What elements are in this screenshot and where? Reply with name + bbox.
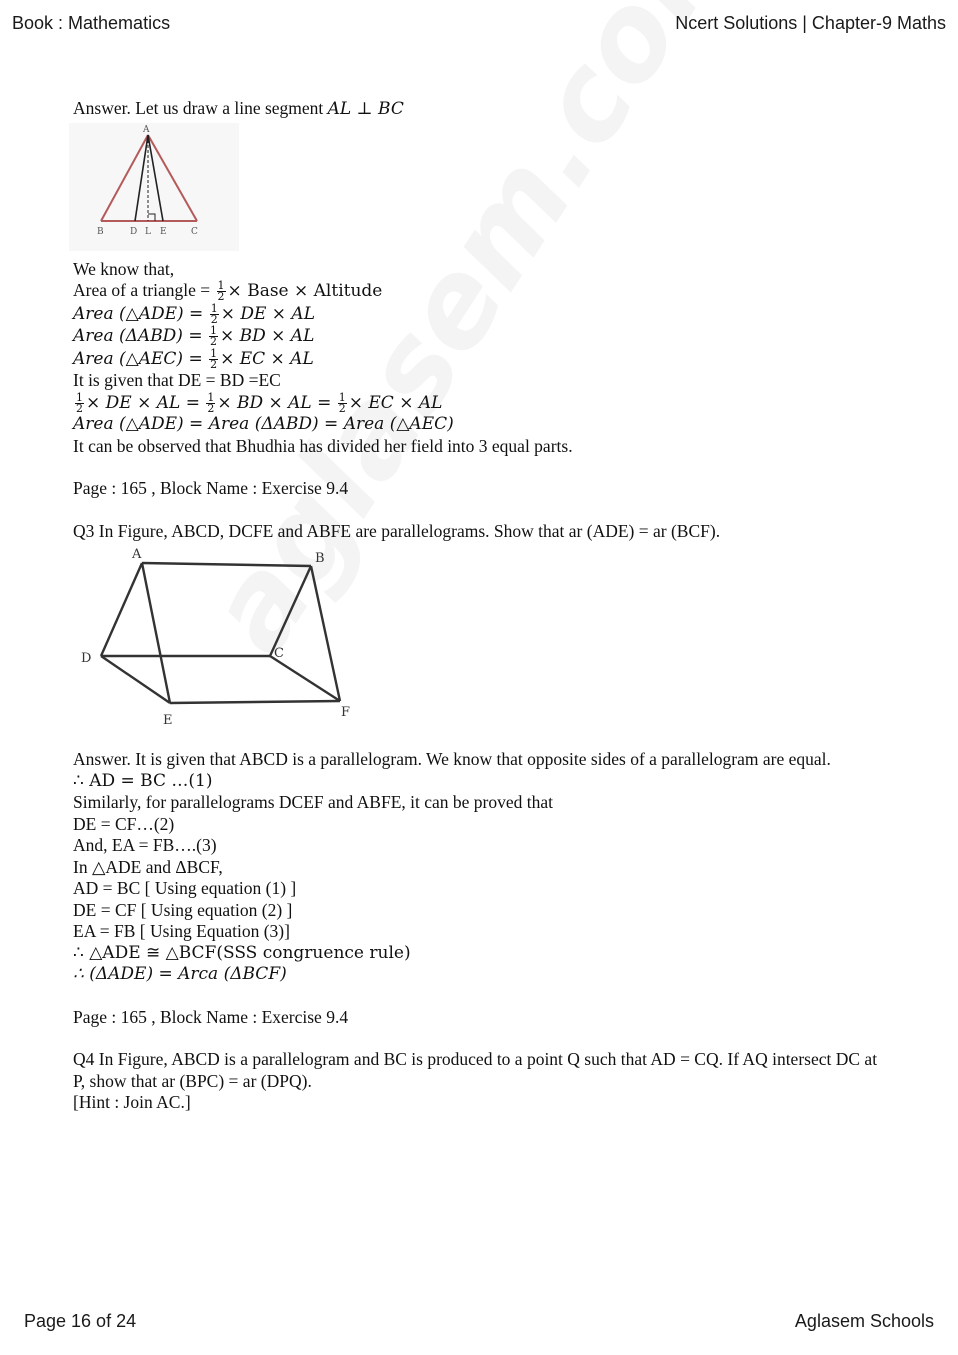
we-know: We know that, [73, 258, 175, 279]
label-d: D [130, 226, 138, 237]
footer-brand: Aglasem Schools [794, 1311, 934, 1331]
equal-products: $\frac{1}{2}$ × DE × AL = $\frac{1}{2}$ × BD × AL = $\frac{1}{2}$ × EC × AL [76, 390, 443, 415]
label-b: B [97, 226, 104, 237]
answer-3: Answer. It is given that ABCD is a parallelogram. We know that opposite sides of a parallelogram are equal. [73, 749, 831, 769]
label-e: E [160, 226, 167, 237]
label-e: E [163, 713, 173, 728]
area-aec: Area (△AEC) = $\frac{1}{2}$ × EC × AL [73, 346, 314, 371]
label-a: A [132, 547, 142, 562]
fraction-half: $\frac{1}{2}$ [210, 301, 218, 326]
side-ad [101, 563, 142, 656]
header-book-title: Book : Mathematics [12, 13, 171, 33]
side-de [101, 656, 170, 703]
side-ae [142, 563, 170, 703]
label-f: F [341, 705, 351, 720]
given-statement: It is given that DE = BD =EC [73, 370, 281, 390]
reason-2: DE = CF [ Using equation (2) ] [73, 899, 293, 920]
question-3: Q3 In Figure, ABCD, DCFE and ABFE are parallelograms. Show that ar (ADE) = ar (BCF). [73, 520, 721, 541]
fraction-half: $\frac{1}{2}$ [207, 390, 215, 415]
step-ad-bc: ∴ AD = BC …(1) [73, 770, 213, 791]
side-ab [142, 563, 311, 566]
header-chapter-title: Ncert Solutions | Chapter-9 Maths [675, 13, 946, 33]
area-ade: Area (△ADE) = $\frac{1}{2}$ × DE × AL [73, 301, 315, 326]
label-a: A [143, 124, 150, 135]
step-in-triangles: In △ADE and ΔBCF, [73, 856, 223, 877]
label-b: B [315, 551, 325, 566]
area-equality: ∴ (ΔADE) = Arca (ΔBCF) [73, 964, 287, 984]
congruence-step: ∴ △ADE ≅ △BCF(SSS congruence rule) [73, 942, 411, 963]
step-ea-fb: And, EA = FB….(3) [73, 835, 217, 855]
side-bf [311, 566, 340, 701]
page-number: Page 16 of 24 [24, 1311, 137, 1331]
area-triangle-formula: Area of a triangle = $\frac{1}{2}$ × Base × Altitude [73, 279, 383, 304]
label-c: C [191, 226, 198, 237]
conclusion: It can be observed that Bhudhia has divided her field into 3 equal parts. [73, 435, 573, 456]
side-cf [270, 656, 340, 701]
fraction-half: $\frac{1}{2}$ [217, 279, 225, 304]
question-4-hint: [Hint : Join AC.] [73, 1092, 191, 1112]
reason-1: AD = BC [ Using equation (1) ] [73, 878, 297, 898]
equal-areas: Area (△ADE) = Area (ΔABD) = Area (△AEC) [73, 414, 454, 434]
page-reference: Page : 165 , Block Name : Exercise 9.4 [73, 478, 349, 498]
page-reference-2: Page : 165 , Block Name : Exercise 9.4 [73, 1006, 349, 1027]
side-ef [170, 701, 340, 703]
question-4: Q4 In Figure, ABCD is a parallelogram and BC is produced to a point Q such that AD = CQ. If AQ intersect DC at P, show that ar (BPC) = ar (DPQ). [73, 1049, 878, 1091]
triangle-figure [69, 123, 239, 251]
step-de-cf: DE = CF…(2) [73, 813, 175, 834]
fraction-half: $\frac{1}{2}$ [209, 324, 217, 349]
fraction-half: $\frac{1}{2}$ [338, 390, 346, 415]
figure-background [69, 123, 239, 251]
area-abd: Area (ΔABD) = $\frac{1}{2}$ × BD × AL [73, 324, 315, 349]
fraction-half: $\frac{1}{2}$ [210, 346, 218, 371]
parallelogram-figure [69, 546, 369, 731]
fraction-half: $\frac{1}{2}$ [76, 390, 83, 415]
label-c: C [274, 646, 284, 661]
answer-intro: Answer. Let us draw a line segment AL ⊥ BC [73, 98, 404, 119]
page-content [73, 98, 893, 1114]
step-similarly: Similarly, for parallelograms DCEF and ABFE, it can be proved that [73, 792, 554, 812]
label-d: D [81, 651, 92, 666]
reason-3: EA = FB [ Using Equation (3)] [73, 921, 290, 941]
side-bc [270, 566, 311, 656]
label-l: L [145, 226, 151, 237]
